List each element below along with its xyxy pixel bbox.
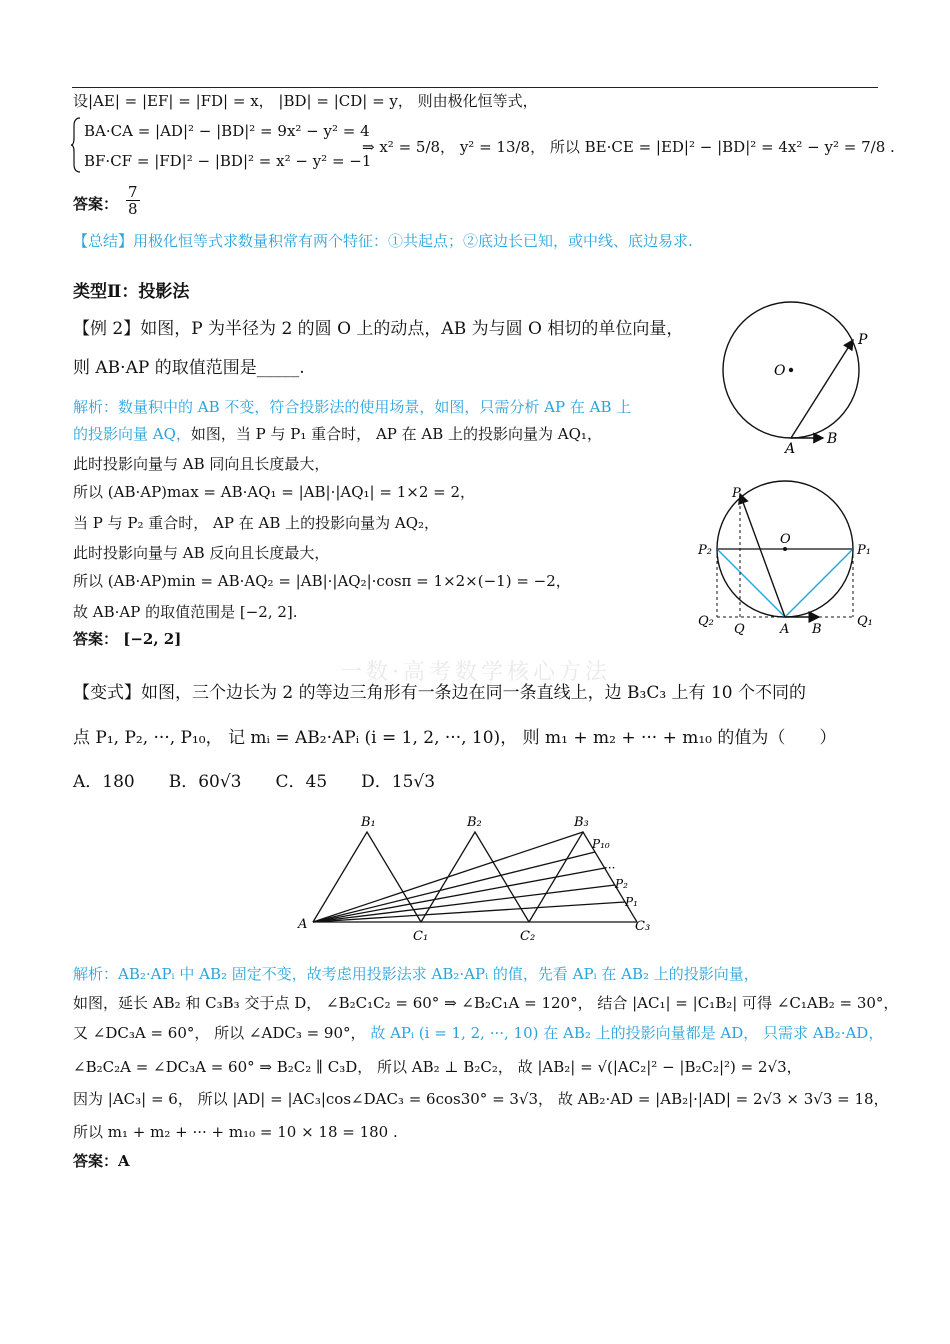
solution-text-part: 又 ∠DC₃A = 60°， 所以 ∠ADC₃ = 90°， <box>73 1024 366 1042</box>
label-B: B <box>827 431 838 447</box>
circle-tangent-figure <box>710 300 890 460</box>
label-O: O <box>774 363 786 379</box>
fraction-numerator: 7 <box>128 183 138 201</box>
equation-line: BA·CA = |AD|² − |BD|² = 9x² − y² = 4 <box>84 122 370 140</box>
segment-AP2 <box>717 549 785 617</box>
label-O: O <box>780 532 791 547</box>
solution-text: 此时投影向量与 AB 反向且长度最大， <box>73 544 330 562</box>
solution-text: 当 P 与 P₂ 重合时， AP 在 AB 上的投影向量为 AQ₂， <box>73 514 440 532</box>
segment-AP2 <box>313 885 615 922</box>
triangle-2 <box>421 832 529 922</box>
segment-AP <box>313 868 605 922</box>
label-Q2: Q₂ <box>698 614 714 629</box>
solution-text: 所以 (AB·AP)min = AB·AQ₂ = |AB|·|AQ₂|·cosπ = 1×2×(−1) = −2， <box>73 572 571 590</box>
solution-text: 解析：数量积中的 AB 不变，符合投影法的使用场景，如图，只需分析 AP 在 AB 上 <box>73 398 632 416</box>
solution-text: 所以 m₁ + m₂ + ··· + m₁₀ = 10 × 18 = 180 . <box>73 1123 398 1141</box>
vector-AP <box>791 340 853 438</box>
projection-figure <box>695 478 885 638</box>
label-P: P <box>858 332 868 348</box>
label-A: A <box>780 622 790 637</box>
label-B3: B₃ <box>574 815 589 830</box>
label-A: A <box>785 441 796 457</box>
center-point <box>783 547 787 551</box>
answer-fraction <box>126 184 140 217</box>
segment-AP1 <box>313 902 625 922</box>
label-C2: C₂ <box>520 929 536 944</box>
text-line: 设|AE| = |EF| = |FD| = x， |BD| = |CD| = y， 则由极化恒等式， <box>73 92 538 110</box>
label-P1: P₁ <box>857 543 871 558</box>
segment-AP10 <box>313 852 595 922</box>
answer-label: 答案： <box>73 195 119 213</box>
label-B1: B₁ <box>361 815 376 830</box>
solution-highlight: 的投影向量 AQ， <box>73 425 191 443</box>
label-C3: C₃ <box>635 919 651 934</box>
label-P1: P₁ <box>625 895 638 909</box>
vector-AP <box>740 494 785 617</box>
label-B: B <box>812 622 822 637</box>
solution-highlight: 故 APᵢ (i = 1, 2, ···, 10) 在 AB₂ 上的投影向量都是 AD， 只需求 AB₂·AD， <box>370 1024 884 1042</box>
label-C1: C₁ <box>413 929 429 944</box>
variant-options: A．180 B．60√3 C．45 D．15√3 <box>73 772 436 792</box>
label-Q1: Q₁ <box>857 614 873 629</box>
solution-text: 故 AB·AP 的取值范围是 [−2, 2]. <box>73 603 298 621</box>
segment-AP1 <box>785 549 853 617</box>
brace-icon <box>70 116 82 174</box>
center-point <box>789 368 793 372</box>
solution-text: 所以 (AB·AP)max = AB·AQ₁ = |AB|·|AQ₁| = 1×2 = 2， <box>73 483 476 501</box>
solution-text: 因为 |AC₃| = 6， 所以 |AD| = |AC₃|cos∠DAC₃ = 6cos30° = 3√3， 故 AB₂·AD = |AB₂|·|AD| = 2√3 × 3√3 = 18， <box>73 1090 889 1108</box>
variant-text: 点 P₁, P₂, ···, P₁₀， 记 mᵢ = AB₂·APᵢ (i = 1, 2, ···, 10)， 则 m₁ + m₂ + ··· + m₁₀ 的值为（ ） <box>73 728 837 748</box>
segment-AB3 <box>313 832 583 922</box>
solution-text-cont: 如图，当 P 与 P₁ 重合时， AP 在 AB 上的投影向量为 AQ₁， <box>190 425 602 443</box>
label-P: P <box>732 486 741 501</box>
triangles-figure <box>295 810 665 945</box>
example-text: 【例 2】如图，P 为半径为 2 的圆 O 上的动点，AB 为与圆 O 相切的单位向量， <box>73 319 684 339</box>
label-Q: Q <box>734 622 745 637</box>
solution-text: ∠B₂C₂A = ∠DC₃A = 60° ⇒ B₂C₂ ∥ C₃D， 所以 AB₂ ⊥ B₂C₂， 故 |AB₂| = √(|AC₂|² − |B₂C₂|²) = 2√3， <box>73 1058 802 1076</box>
label-P10: P₁₀ <box>592 837 610 851</box>
label-P2: P₂ <box>698 543 712 558</box>
watermark: 一数·高考数学核心方法 <box>340 660 611 685</box>
label-P2: P₂ <box>615 877 628 891</box>
example-text: 则 AB·AP 的取值范围是_____. <box>73 358 305 378</box>
fraction-denominator: 8 <box>128 200 138 218</box>
solution-text <box>73 1022 883 1044</box>
label-B2: B₂ <box>467 815 482 830</box>
label-A: A <box>298 917 308 932</box>
label-dots: ··· <box>604 861 616 875</box>
solution-text <box>73 423 602 445</box>
equation-result: ⇒ x² = 5/8， y² = 13/8， 所以 BE·CE = |ED|² − |BD|² = 4x² − y² = 7/8 . <box>362 138 895 156</box>
answer-text: 答案： [−2, 2] <box>73 630 182 648</box>
variant-text: 【变式】如图，三个边长为 2 的等边三角形有一条边在同一条直线上，边 B₃C₃ 上有 10 个不同的 <box>73 683 806 703</box>
answer-text: 答案：A <box>73 1152 130 1170</box>
section-heading: 类型Ⅱ：投影法 <box>73 282 190 302</box>
solution-text: 解析：AB₂·APᵢ 中 AB₂ 固定不变，故考虑用投影法求 AB₂·APᵢ 的值，先看 APᵢ 在 AB₂ 上的投影向量， <box>73 965 759 983</box>
header-rule <box>72 87 878 88</box>
summary-text: 【总结】用极化恒等式求数量积常有两个特征：①共起点；②底边长已知，或中线、底边易求. <box>73 232 693 250</box>
equation-line: BF·CF = |FD|² − |BD|² = x² − y² = −1 <box>84 152 372 170</box>
solution-text: 此时投影向量与 AB 同向且长度最大， <box>73 455 330 473</box>
solution-text: 如图，延长 AB₂ 和 C₃B₃ 交于点 D， ∠B₂C₁C₂ = 60° ⇒ ∠B₂C₁A = 120°， 结合 |AC₁| = |C₁B₂| 可得 ∠C₁AB₂ = 30°， <box>73 994 899 1012</box>
